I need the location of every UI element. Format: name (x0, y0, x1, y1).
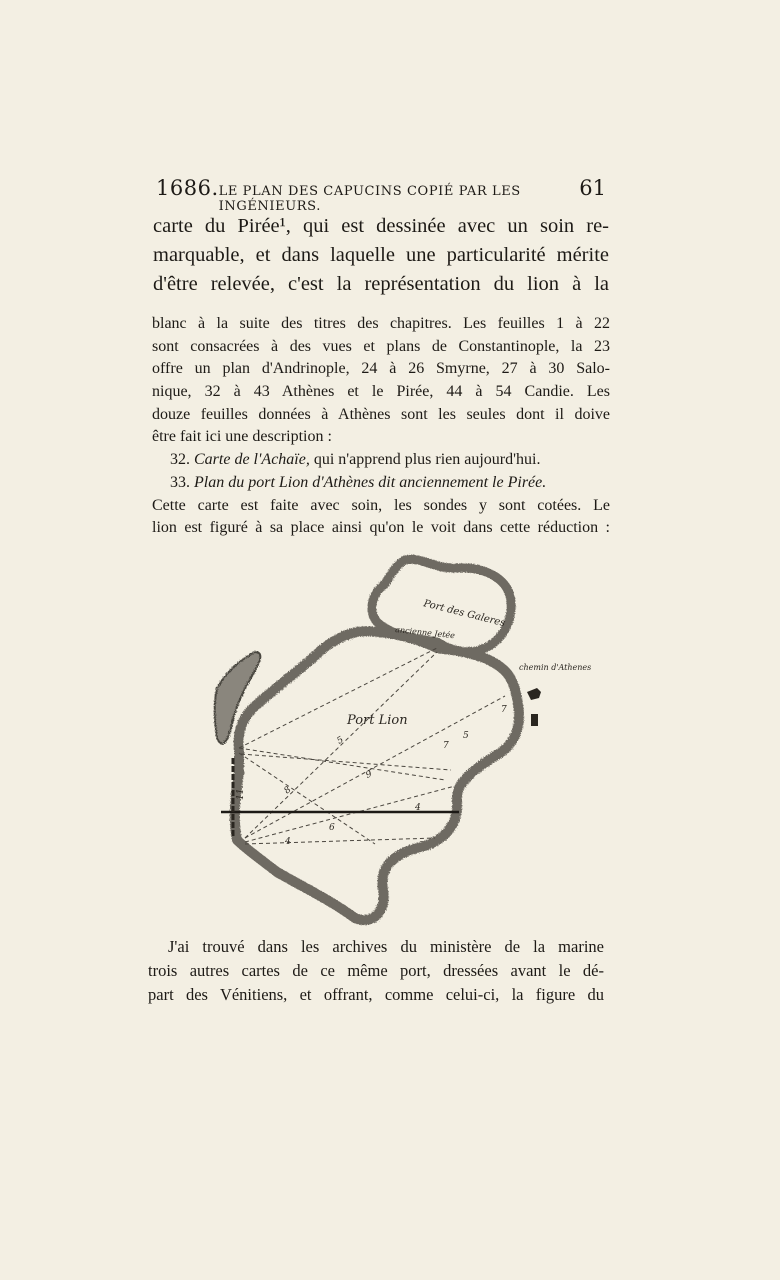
bottom-line: J'ai trouvé dans les archives du ministère de la marine (168, 937, 604, 956)
running-head-year: 1686. (156, 176, 219, 200)
label-port-galeres: Port des Galeres (422, 598, 507, 630)
body-line: d'être relevée, c'est la représentation du lion à la (153, 273, 609, 295)
footnote-line: douze feuilles données à Athènes sont les seules dont il doive (152, 405, 610, 423)
body-paragraph (153, 212, 609, 299)
sounding: 7 (443, 741, 449, 751)
footnote-line: offre un plan d'Andrinople, 24 à 26 Smyrne, 27 à 30 Salo- (152, 360, 610, 378)
port-lion-shore (235, 631, 519, 920)
item-32-rest: qui n'apprend plus rien aujourd'hui. (309, 451, 541, 469)
building-icon (531, 714, 538, 726)
scale-text: 11. (236, 785, 246, 800)
footnote-line: être fait ici une description : (152, 428, 332, 446)
sounding-lines (239, 648, 505, 844)
sounding: 5 (463, 731, 469, 741)
sounding: 4 (415, 803, 421, 813)
running-head (156, 176, 606, 214)
sounding: 7 (501, 705, 507, 715)
footnote-block (152, 313, 610, 540)
item-33-title: Plan du port Lion d'Athènes dit anciennement le Pirée. (194, 473, 547, 491)
sounding: 4 (285, 837, 291, 847)
item-32-number: 32. (170, 451, 190, 469)
sounding: 8 (282, 784, 294, 797)
footnote-line: nique, 32 à 43 Athènes et le Pirée, 44 à 54 Candie. Les (152, 383, 610, 401)
running-head-title: LE PLAN DES CAPUCINS COPIÉ PAR LES INGÉNIEURS. (218, 184, 521, 214)
bottom-line: part des Vénitiens, et offrant, comme celui-ci, la figure du (148, 985, 604, 1004)
label-port-lion: Port Lion (347, 713, 408, 728)
item-32 (152, 449, 610, 472)
lion-icon (527, 688, 541, 700)
body-line: carte du Pirée¹, qui est dessinée avec un soin re- (153, 215, 609, 237)
footnote-line: blanc à la suite des titres des chapitres. Les feuilles 1 à 22 (152, 315, 610, 332)
label-ancienne-jetee: ancienne Jetée (394, 625, 456, 641)
footnote-line: sont consacrées à des vues et plans de Constantinople, la 23 (152, 337, 610, 355)
item-33-number: 33. (170, 473, 190, 491)
bottom-line: trois autres cartes de ce même port, dressées avant le dé- (148, 961, 604, 980)
sounding: 6 (329, 823, 335, 833)
label-chemin-athenes: chemin d'Athenes (519, 663, 592, 672)
item-33-line: Cette carte est faite avec soin, les sondes y sont cotées. Le (152, 496, 610, 514)
item-33-line: lion est figuré à sa place ainsi qu'on le voit dans cette réduction : (152, 519, 610, 537)
page-number: 61 (579, 176, 606, 200)
sounding: 5 (335, 735, 346, 747)
bottom-paragraph (148, 935, 604, 1007)
port-lion-map (205, 548, 592, 938)
body-line: marquable, et dans laquelle une particularité mérite (153, 244, 609, 266)
item-32-title: Carte de l'Achaïe, (194, 451, 310, 469)
item-33 (152, 472, 610, 495)
sounding: 9 (364, 769, 374, 781)
